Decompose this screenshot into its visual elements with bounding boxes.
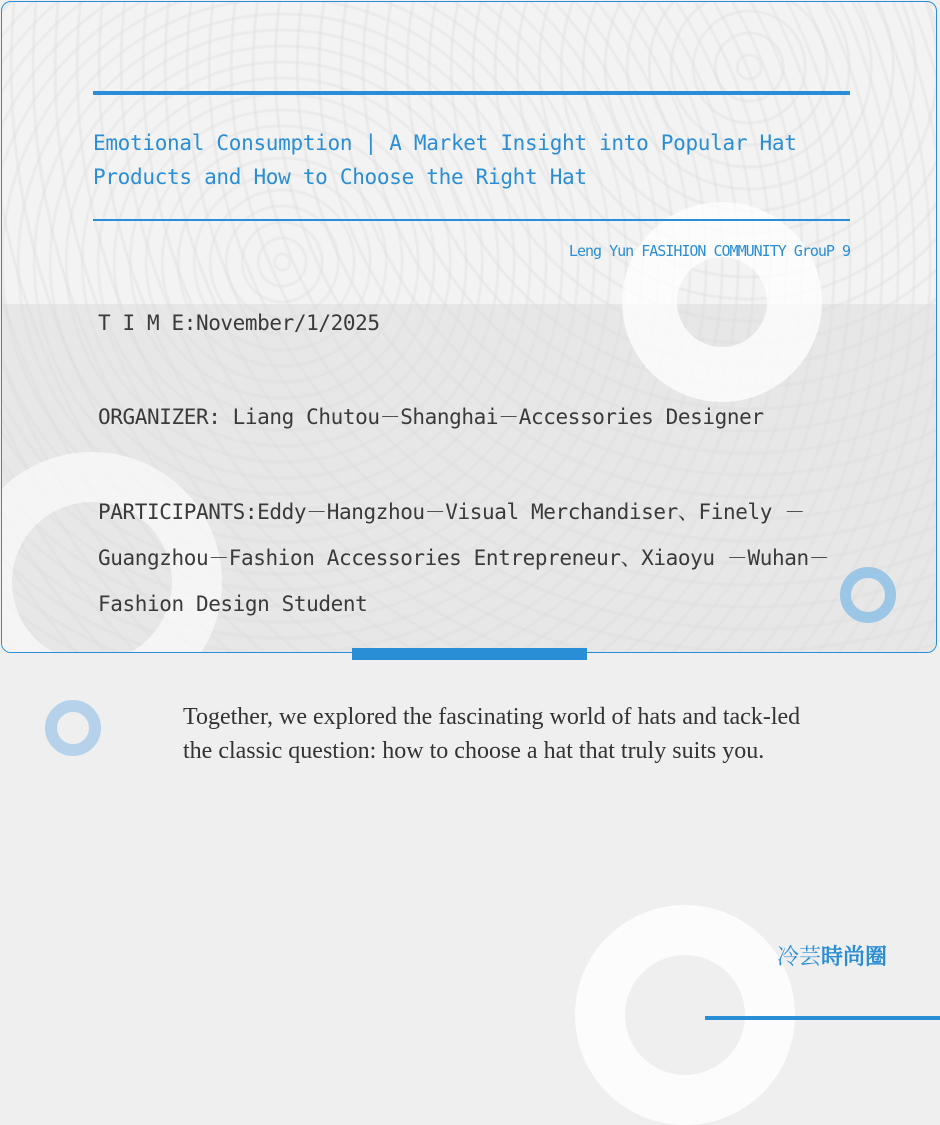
decorative-ring (575, 905, 795, 1125)
event-card (1, 1, 937, 653)
logo-part-1: 冷芸 (777, 945, 822, 970)
card-accent-bar (352, 648, 587, 660)
title-divider (93, 219, 850, 221)
event-participants: PARTICIPANTS:Eddy－Hangzhou－Visual Merchandiser、Finely －Guangzhou－Fashion Accessories Entrepreneur、Xiaoyu －Wuhan－Fashion Design Student (98, 500, 830, 616)
article-title: Emotional Consumption | A Market Insight into Popular Hat Products and How to Choose the Right Hat (93, 131, 797, 189)
decorative-ring (622, 202, 822, 402)
intro-paragraph: Together, we explored the fascinating world of hats and tack-led the classic question: how to choose a hat that truly suits you. (183, 704, 801, 764)
logo-part-2: 時尚圈 (821, 945, 888, 970)
top-divider (93, 91, 850, 95)
footer-accent-line (705, 1016, 940, 1020)
brand-logo (777, 940, 887, 971)
decorative-ring (45, 700, 101, 756)
community-label: Leng Yun FASIHION COMMUNITY GrouP 9 (568, 242, 850, 260)
event-organizer: ORGANIZER: Liang Chutou－Shanghai－Accessories Designer (98, 405, 764, 429)
event-time: T I M E:November/1/2025 (98, 311, 380, 335)
decorative-ring (840, 567, 896, 623)
